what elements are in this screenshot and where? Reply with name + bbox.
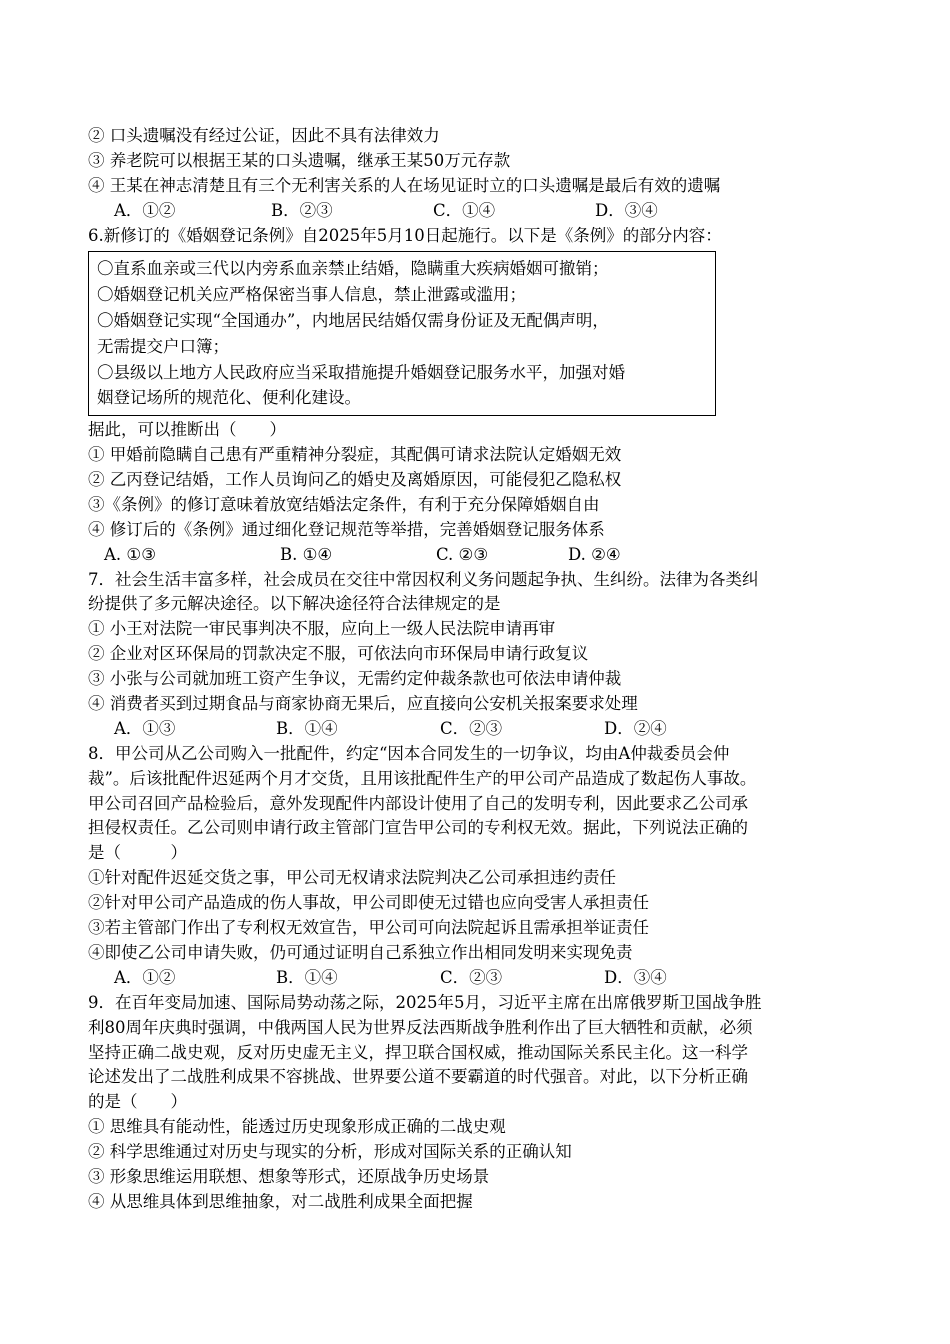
q7-options — [88, 717, 868, 742]
q7-item-2: ② 企业对区环保局的罚款决定不服，可依法向市环保局申请行政复议 — [88, 644, 589, 664]
q9-stem-line-3: 坚持正确二战史观，反对历史虚无主义，捍卫联合国权威，推动国际关系民主化。这一科学 — [88, 1042, 748, 1062]
q7-stem-line-1: 7．社会生活丰富多样，社会成员在交往中常因权利义务问题起争执、生纠纷。法律为各类纠 — [88, 569, 759, 589]
question-6 — [88, 224, 868, 568]
q7-item-4: ④ 消费者买到过期食品与商家协商无果后，应直接向公安机关报案要求处理 — [88, 694, 638, 714]
q7-stem-line-2: 纷提供了多元解决途径。以下解决途径符合法律规定的是 — [88, 594, 501, 614]
q7-option-d: D．②④ — [604, 718, 667, 738]
q8-option-d: D．③④ — [604, 967, 667, 987]
q6-excerpt-box — [88, 251, 716, 416]
q5-option-c: C．①④ — [433, 200, 496, 220]
q7-option-a: A．①③ — [114, 718, 176, 738]
q5-item-4: ④ 王某在神志清楚且有三个无利害关系的人在场见证时立的口头遗嘱是最后有效的遗嘱 — [88, 175, 721, 195]
q6-box-line-5: 〇县级以上地方人民政府应当采取措施提升婚姻登记服务水平，加强对婚 — [97, 362, 625, 382]
q5-item-2: ② 口头遗嘱没有经过公证，因此不具有法律效力 — [88, 126, 440, 145]
q8-stem-line-5: 是（ ） — [88, 843, 187, 863]
q6-item-2: ② 乙丙登记结婚，工作人员询问乙的婚史及离婚原因，可能侵犯乙隐私权 — [88, 470, 622, 490]
question-5-tail — [88, 124, 868, 224]
q6-box-line-1: 〇直系血亲或三代以内旁系血亲禁止结婚，隐瞒重大疾病婚姻可撤销； — [97, 259, 609, 279]
q8-item-1: ①针对配件迟延交货之事，甲公司无权请求法院判决乙公司承担违约责任 — [88, 868, 616, 888]
q5-option-a: A．①② — [114, 200, 176, 220]
q9-item-4: ④ 从思维具体到思维抽象，对二战胜利成果全面把握 — [88, 1191, 473, 1211]
q7-item-1: ① 小王对法院一审民事判决不服，应向上一级人民法院申请再审 — [88, 619, 556, 639]
q5-option-d: D．③④ — [595, 200, 658, 220]
q9-stem-line-5: 的是（ ） — [88, 1092, 187, 1112]
q6-option-d: D. ②④ — [568, 544, 621, 564]
q6-options — [88, 543, 868, 568]
q6-stem: 6.新修订的《婚姻登记条例》自2025年5月10日起施行。以下是《条例》的部分内容： — [88, 225, 722, 245]
q6-prompt: 据此，可以推断出（ ） — [88, 420, 286, 440]
q5-item-3: ③ 养老院可以根据王某的口头遗嘱，继承王某50万元存款 — [88, 150, 511, 170]
q7-option-c: C．②③ — [440, 718, 503, 738]
q8-stem-line-1: 8．甲公司从乙公司购入一批配件，约定“因本合同发生的一切争议，均由A仲裁委员会仲 — [88, 743, 730, 763]
question-7 — [88, 568, 868, 742]
q6-box-line-2: 〇婚姻登记机关应严格保密当事人信息，禁止泄露或滥用； — [97, 285, 526, 305]
question-9 — [88, 991, 868, 1215]
q9-item-1: ① 思维具有能动性，能透过历史现象形成正确的二战史观 — [88, 1117, 506, 1137]
q9-item-2: ② 科学思维通过对历史与现实的分析，形成对国际关系的正确认知 — [88, 1142, 572, 1162]
q6-item-4: ④ 修订后的《条例》通过细化登记规范等举措，完善婚姻登记服务体系 — [88, 519, 605, 539]
q6-box-line-4: 无需提交户口簿； — [97, 336, 229, 356]
q7-item-3: ③ 小张与公司就加班工资产生争议，无需约定仲裁条款也可依法申请仲裁 — [88, 669, 622, 689]
q7-option-b: B．①④ — [276, 718, 338, 738]
question-8 — [88, 742, 868, 991]
q8-stem-line-4: 担侵权责任。乙公司则申请行政主管部门宣告甲公司的专利权无效。据此，下列说法正确的 — [88, 818, 748, 838]
q6-box-line-3: 〇婚姻登记实现“全国通办”，内地居民结婚仅需身份证及无配偶声明， — [97, 311, 609, 331]
q6-item-3: ③《条例》的修订意味着放宽结婚法定条件，有利于充分保障婚姻自由 — [88, 494, 600, 514]
q8-stem-line-2: 裁”。后该批配件迟延两个月才交货，且用该批配件生产的甲公司产品造成了数起伤人事故。 — [88, 768, 757, 788]
q6-item-1: ① 甲婚前隐瞒自己患有严重精神分裂症，其配偶可请求法院认定婚姻无效 — [88, 445, 622, 465]
q8-option-c: C．②③ — [440, 967, 503, 987]
exam-page — [88, 124, 868, 1215]
q5-options — [88, 199, 868, 224]
q8-item-2: ②针对甲公司产品造成的伤人事故，甲公司即使无过错也应向受害人承担责任 — [88, 893, 649, 913]
q5-option-b: B．②③ — [271, 200, 333, 220]
q9-stem-line-1: 9．在百年变局加速、国际局势动荡之际，2025年5月，习近平主席在出席俄罗斯卫国战争胜 — [88, 992, 762, 1012]
q6-option-c: C. ②③ — [436, 544, 489, 564]
q6-option-a: A. ①③ — [104, 544, 156, 564]
q8-option-a: A．①② — [114, 967, 176, 987]
q8-item-4: ④即使乙公司申请失败，仍可通过证明自己系独立作出相同发明来实现免责 — [88, 942, 633, 962]
q6-option-b: B. ①④ — [280, 544, 333, 564]
q8-option-b: B．①④ — [276, 967, 338, 987]
q9-stem-line-2: 利80周年庆典时强调，中俄两国人民为世界反法西斯战争胜利作出了巨大牺牲和贡献，必须 — [88, 1017, 753, 1037]
q8-item-3: ③若主管部门作出了专利权无效宣告，甲公司可向法院起诉且需承担举证责任 — [88, 918, 649, 938]
q8-options — [88, 966, 868, 991]
q8-stem-line-3: 甲公司召回产品检验后，意外发现配件内部设计使用了自己的发明专利，因此要求乙公司承 — [88, 793, 748, 813]
q9-stem-line-4: 论述发出了二战胜利成果不容挑战、世界要公道不要霸道的时代强音。对此，以下分析正确 — [88, 1067, 748, 1087]
q6-box-line-6: 姻登记场所的规范化、便利化建设。 — [97, 388, 361, 408]
q9-item-3: ③ 形象思维运用联想、想象等形式，还原战争历史场景 — [88, 1166, 490, 1186]
